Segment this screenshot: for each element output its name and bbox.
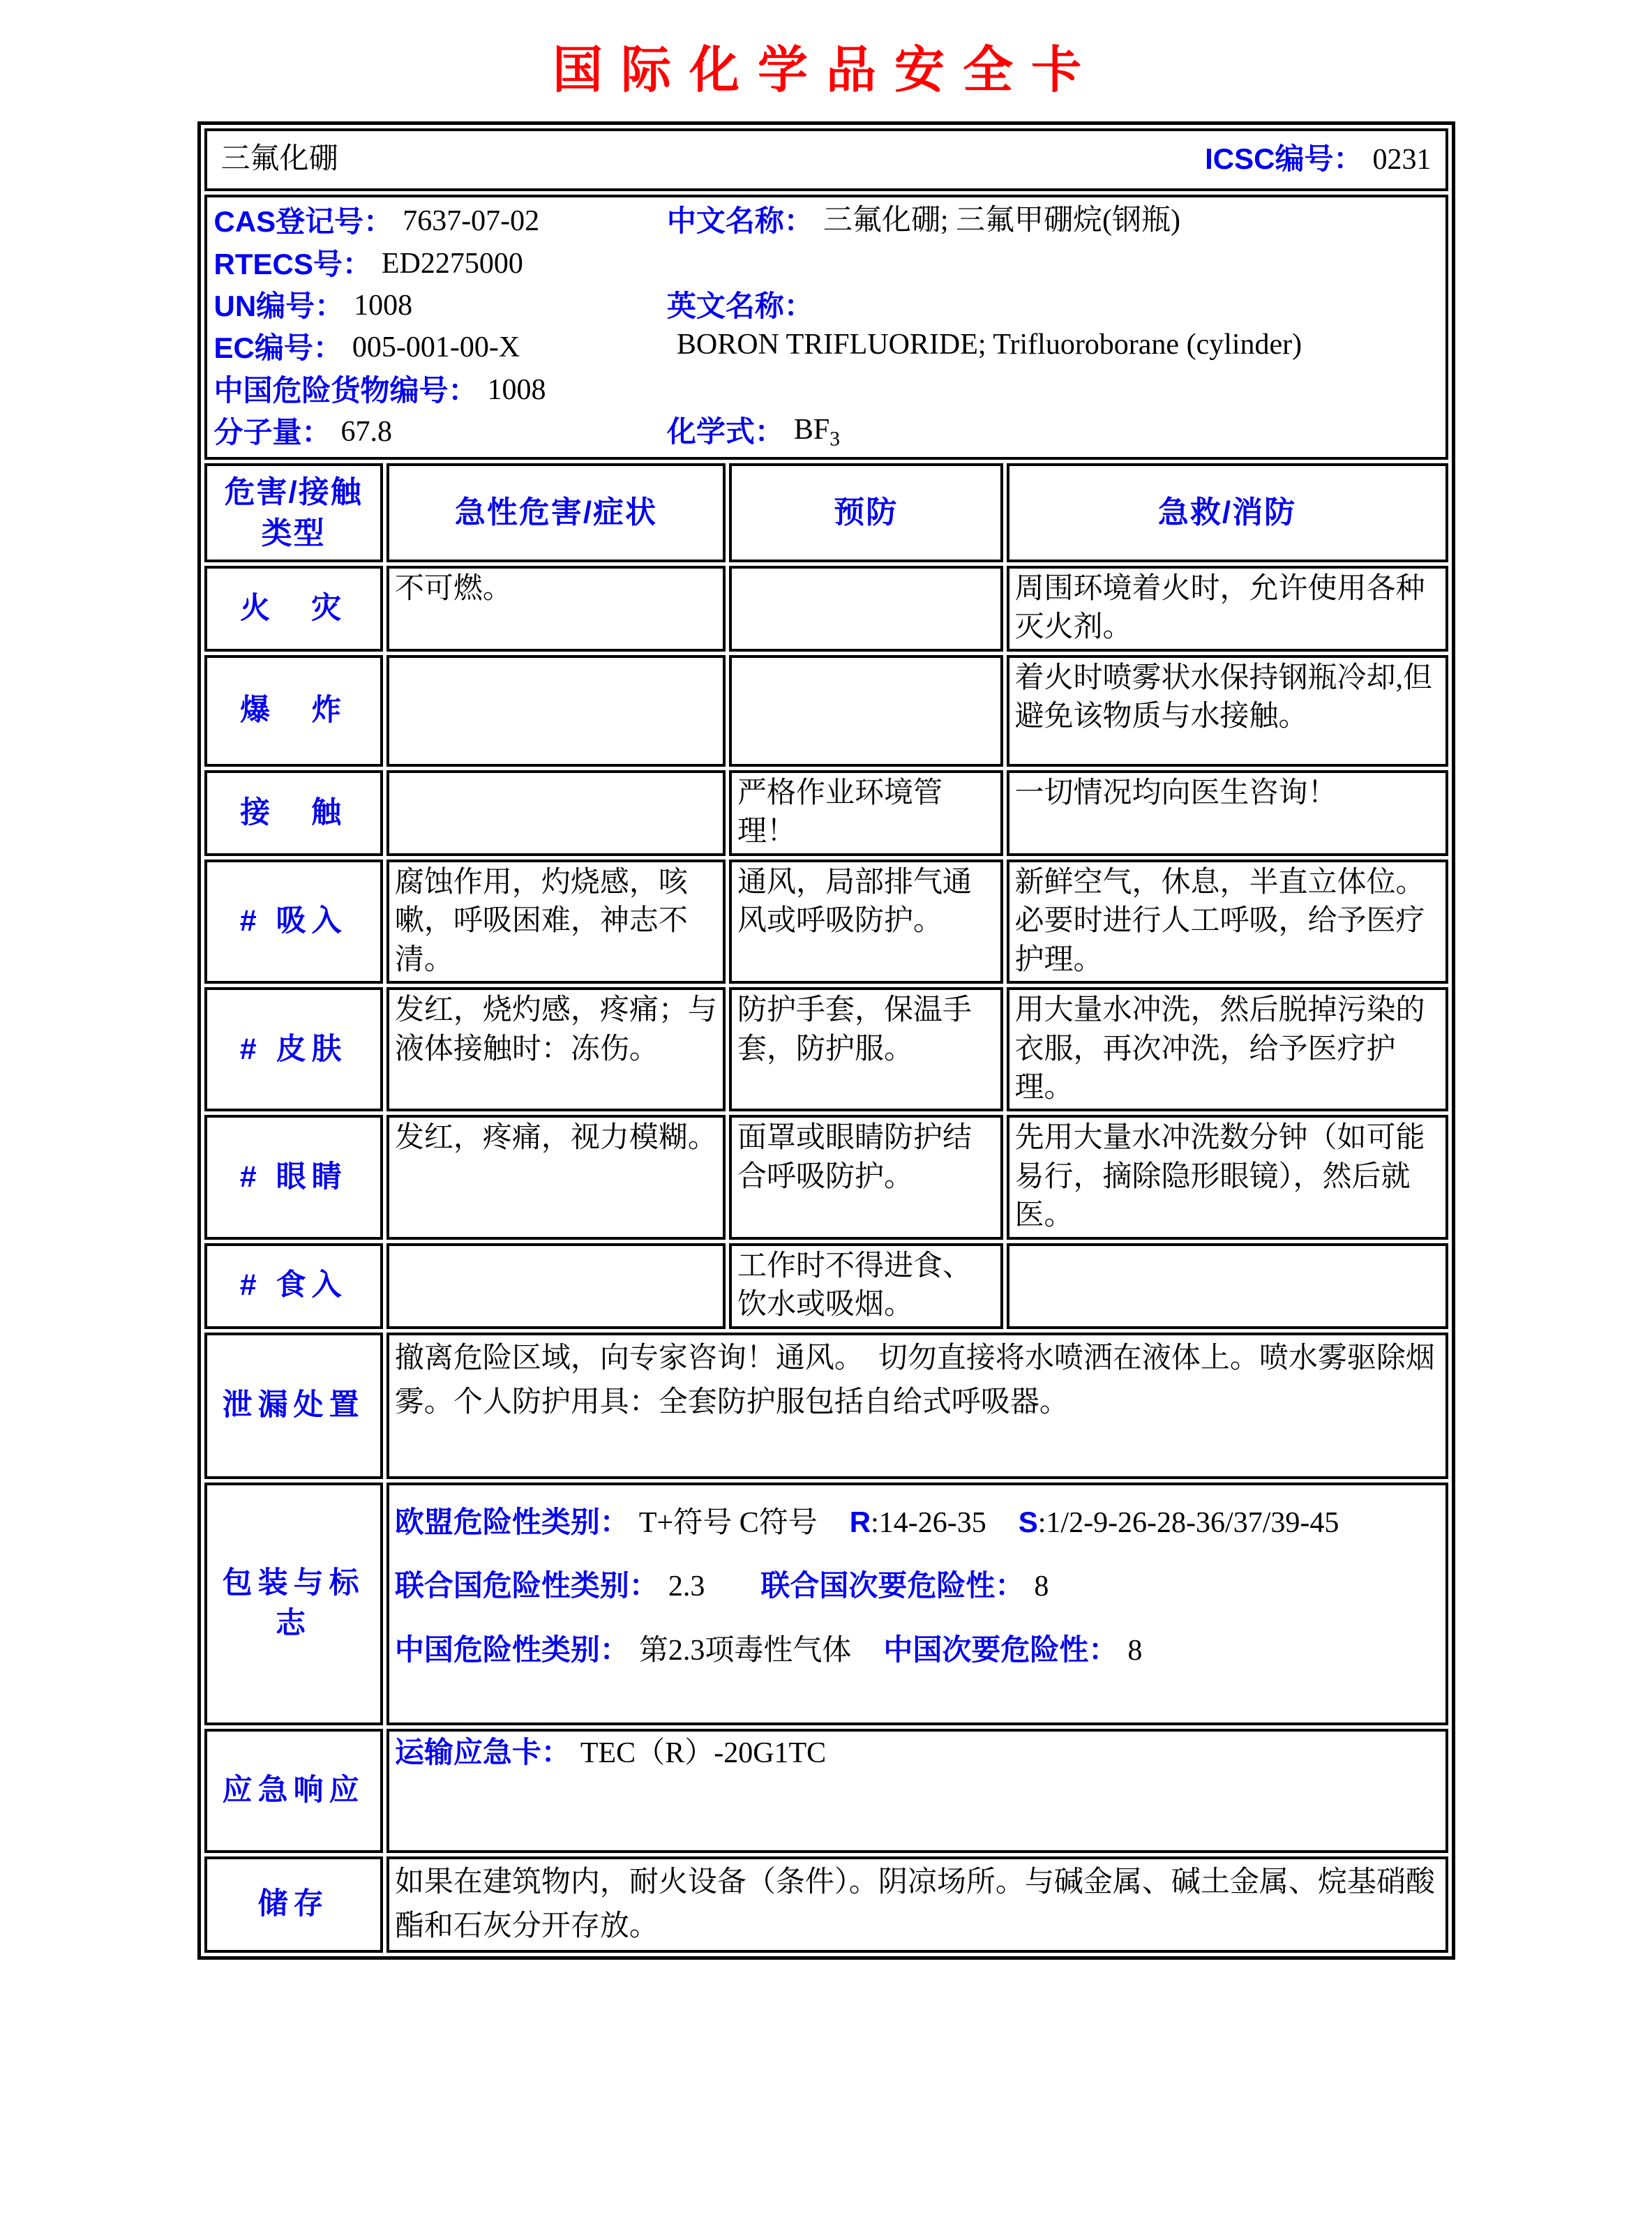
eyes-hazard-label: # 眼睛 (204, 1115, 383, 1239)
skin-symptoms-cell: 发红，烧灼感，疼痛；与液体接触时：冻伤。 (386, 987, 726, 1111)
icsc-number-label: ICSC编号： (1205, 142, 1363, 176)
chinese-name-label: 中文名称： (666, 204, 813, 237)
eyes-first-aid-cell: 先用大量水冲洗数分钟（如可能易行，摘除隐形眼镜），然后就医。 (1007, 1115, 1448, 1239)
emergency-text-cell (386, 1729, 1448, 1853)
fire-hazard-label: 火 灾 (204, 566, 383, 652)
rtecs-label: RTECS号： (213, 247, 372, 280)
explosion-hazard-label: 爆 炸 (204, 655, 383, 767)
ingestion-hazard-label: # 食入 (204, 1243, 383, 1329)
ingestion-row (204, 1243, 1448, 1329)
icsc-number-value: 0231 (1372, 144, 1432, 177)
spill-text-cell: 撤离危险区域，向专家咨询！通风。 切勿直接将水喷洒在液体上。喷水雾驱除烟雾。个人防护用具：全套防护服包括自给式呼吸器。 (386, 1333, 1448, 1479)
eyes-symptoms-cell: 发红，疼痛，视力模糊。 (386, 1115, 726, 1239)
header-hazard-type: 危害/接触类型 (204, 463, 383, 562)
exposure-hazard-label: 接 触 (204, 770, 383, 856)
identifier-row-cas (214, 202, 667, 242)
transport-card-label: 运输应急卡： (394, 1735, 571, 1769)
transport-card-value: TEC（R）-20G1TC (580, 1736, 827, 1769)
storage-label: 储存 (204, 1856, 383, 1953)
substance-name: 三氟化硼 (220, 143, 338, 176)
formula-label: 化学式： (666, 415, 784, 449)
english-name-value: BORON TRIFLUORIDE; Trifluoroborane (cylinder) (676, 328, 1302, 361)
s-phrases-label: S (1018, 1505, 1038, 1538)
page-title (0, 0, 1652, 102)
packaging-row (204, 1483, 1448, 1725)
china-dg-label: 中国危险货物编号： (213, 373, 478, 407)
spill-label: 泄漏处置 (204, 1333, 383, 1479)
name-row (204, 128, 1448, 191)
fire-prevention-cell (729, 566, 1003, 652)
identifiers-cell (204, 195, 1448, 460)
explosion-symptoms-cell (386, 655, 726, 767)
spill-row (204, 1333, 1448, 1479)
cn-subrisk-value: 8 (1127, 1634, 1143, 1667)
cas-value: 7637-07-02 (403, 205, 540, 238)
english-name-label: 英文名称： (666, 290, 813, 323)
r-phrases-value: :14-26-35 (871, 1506, 986, 1539)
icsc-number (1205, 140, 1431, 179)
eyes-row (204, 1115, 1448, 1239)
inhalation-symptoms-cell: 腐蚀作用，灼烧感，咳嗽，呼吸困难，神志不清。 (386, 860, 726, 984)
inhalation-row (204, 860, 1448, 984)
identifier-row-rtecs (214, 243, 667, 284)
exposure-row (204, 770, 1448, 856)
page-title-text: 国际化学品安全卡 (552, 43, 1099, 98)
explosion-first-aid-cell: 着火时喷雾状水保持钢瓶冷却,但避免该物质与水接触。 (1007, 655, 1448, 767)
rtecs-value: ED2275000 (381, 247, 523, 280)
identifier-row-un (214, 286, 667, 327)
explosion-row (204, 655, 1448, 767)
fire-row (204, 566, 1448, 652)
molweight-label: 分子量： (213, 416, 331, 449)
eu-hazard-line (395, 1495, 1440, 1551)
ingestion-prevention-cell: 工作时不得进食、饮水或吸烟。 (729, 1243, 1003, 1329)
header-first-aid: 急救/消防 (1007, 463, 1448, 562)
ingestion-symptoms-cell (386, 1243, 726, 1329)
exposure-prevention-cell: 严格作业环境管理！ (729, 770, 1003, 856)
fire-first-aid-cell: 周围环境着火时，允许使用各种灭火剂。 (1007, 566, 1448, 652)
eu-hazard-value: T+符号 C符号 (638, 1506, 818, 1539)
eyes-prevention-cell: 面罩或眼睛防护结合呼吸防护。 (729, 1115, 1003, 1239)
chinese-name-row (667, 202, 1439, 240)
skin-prevention-cell: 防护手套，保温手套，防护服。 (729, 987, 1003, 1111)
chinese-name-value: 三氟化硼; 三氟甲硼烷(钢瓶) (823, 204, 1181, 237)
packaging-label: 包装与标志 (204, 1483, 383, 1725)
exposure-symptoms-cell (386, 770, 726, 856)
header-prevention: 预防 (729, 463, 1003, 562)
formula-subscript: 3 (829, 428, 840, 451)
identifiers-row (204, 195, 1448, 460)
cn-hazard-label: 中国危险性类别： (394, 1633, 629, 1666)
skin-row (204, 987, 1448, 1111)
molweight-value: 67.8 (340, 416, 393, 449)
un-hazard-value: 2.3 (668, 1570, 705, 1603)
identifier-row-ec (214, 328, 667, 368)
emergency-row (204, 1729, 1448, 1853)
r-phrases-label: R (849, 1505, 871, 1538)
inhalation-hazard-label: # 吸入 (204, 860, 383, 984)
inhalation-first-aid-cell: 新鲜空气，休息，半直立体位。必要时进行人工呼吸，给予医疗护理。 (1007, 860, 1448, 984)
names-block (667, 202, 1439, 453)
packaging-text-cell (386, 1483, 1448, 1725)
un-hazard-label: 联合国危险性类别： (394, 1569, 659, 1603)
explosion-prevention-cell (729, 655, 1003, 767)
ec-number-label: EC编号： (213, 331, 343, 365)
formula-base: BF (793, 413, 830, 446)
cn-hazard-line (395, 1623, 1440, 1679)
identifier-row-china-dg (214, 370, 667, 411)
eu-hazard-label: 欧盟危险性类别： (394, 1505, 629, 1538)
un-number-label: UN编号： (213, 290, 345, 323)
exposure-first-aid-cell: 一切情况均向医生咨询！ (1007, 770, 1448, 856)
un-hazard-line (395, 1559, 1440, 1614)
cas-label: CAS登记号： (213, 205, 393, 239)
emergency-label: 应急响应 (204, 1729, 383, 1853)
safety-card (197, 121, 1455, 1960)
cn-subrisk-label: 中国次要危险性： (883, 1633, 1118, 1666)
storage-row (204, 1856, 1448, 1953)
storage-text-cell: 如果在建筑物内，耐火设备（条件）。阴凉场所。与碱金属、碱土金属、烷基硝酸酯和石灰分开存放。 (386, 1856, 1448, 1953)
inhalation-prevention-cell: 通风，局部排气通风或呼吸防护。 (729, 860, 1003, 984)
name-cell (204, 128, 1448, 191)
hazard-table (201, 125, 1452, 1956)
english-name-row (667, 287, 1439, 364)
formula-value (794, 411, 840, 453)
identifier-list (214, 202, 667, 453)
cn-hazard-value: 第2.3项毒性气体 (638, 1634, 852, 1667)
skin-first-aid-cell: 用大量水冲洗，然后脱掉污染的衣服，再次冲洗，给予医疗护理。 (1007, 987, 1448, 1111)
s-phrases-value: :1/2-9-26-28-36/37/39-45 (1037, 1506, 1339, 1539)
header-row (204, 463, 1448, 562)
un-subrisk-label: 联合国次要危险性： (760, 1569, 1025, 1603)
formula-row (667, 411, 1439, 453)
un-subrisk-value: 8 (1034, 1570, 1049, 1603)
fire-symptoms-cell: 不可燃。 (386, 566, 726, 652)
identifier-row-molweight (214, 412, 667, 453)
un-number-value: 1008 (354, 290, 413, 322)
header-symptoms: 急性危害/症状 (386, 463, 726, 562)
china-dg-value: 1008 (487, 373, 546, 406)
skin-hazard-label: # 皮肤 (204, 987, 383, 1111)
ingestion-first-aid-cell (1007, 1243, 1448, 1329)
ec-number-value: 005-001-00-X (352, 331, 520, 364)
